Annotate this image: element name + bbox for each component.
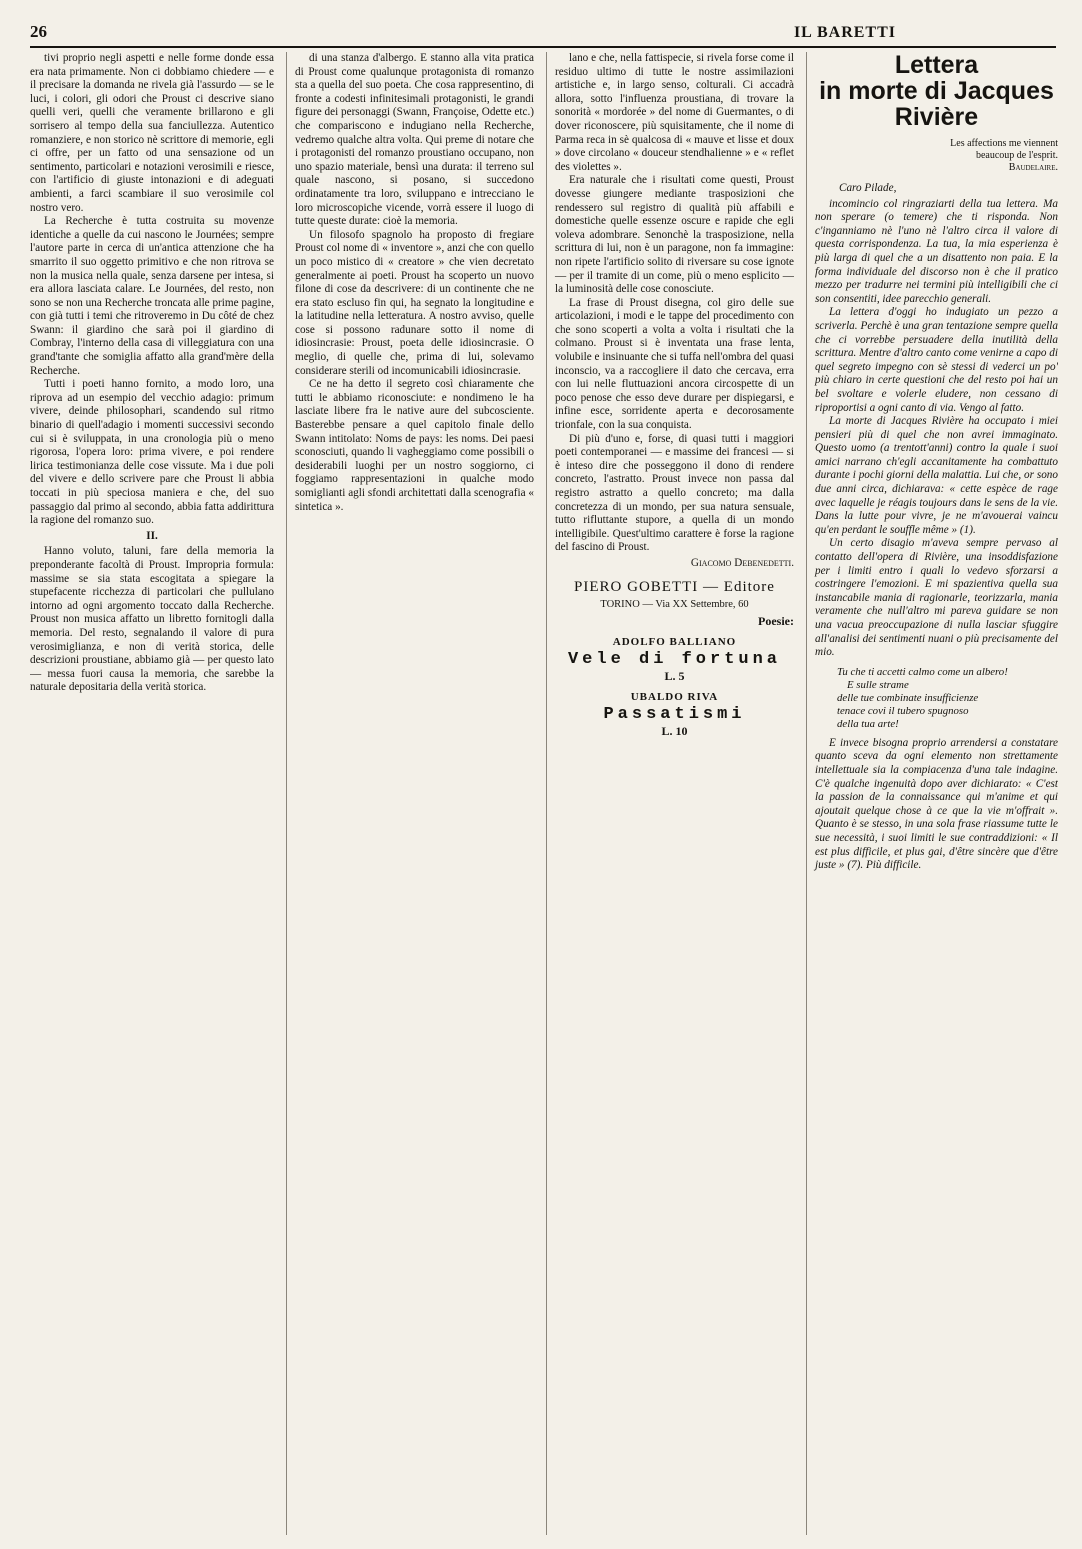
publisher-address: TORINO — Via XX Settembre, 60 (600, 598, 749, 610)
publisher-name: PIERO GOBETTI — Editore (574, 578, 775, 595)
page-header (30, 22, 1056, 48)
paragraph: La lettera d'oggi ho indugiato un pezzo a scriverla. Perchè è una gran tentazione sempre quella che ci vorrebbe persuadere della inutilità della scrittura. Mentre d'altro canto come venirne a capo di quel segreto impegno con sè stessi di vederci un po' più chiaro in certe questioni che del resto poi hai un bel svoltare e volerle eludere, non cessano di riproportisi a ogni canto di via. Vengo al fatto. (815, 306, 1058, 414)
paragraph: lano e che, nella fattispecie, si rivela forse come il residuo ultimo di tutte le nostre assimilazioni artistiche e, in largo senso, colturali. Ci accadrà allora, sotto l'influenza proustiana, di trovare la sonorità « mordorée » del nome di Guermantes, o di dover riconoscere, più squisitamente, che il nome di Parma reca in sè qualcosa di « mauve et lisse et doux » dove circolano « douceur stendhalienne » e « reflet des violettes ». (555, 52, 794, 173)
paragraph: E invece bisogna proprio arrendersi a constatare quanto sceva da ogni elemento non strettamente intellettuale sia la compiacenza d'una tale indagine. C'è qualche ingenuità dopo aver dichiarato: « C'est la passion de la connaissance qui m'anime et qui ajoutait quelque chose à ce que la vie m'offrait ». Quanto è se stesso, in una sola frase riassume tutte le sue necessità, i suoi limiti le sue contraddizioni: « Il est plus difficile, et plus gai, d'être sincère que d'être juste » (7). Più difficile. (815, 736, 1058, 872)
verse-line: delle tue combinate insufficienze (837, 691, 979, 704)
paragraph: Un certo disagio m'aveva sempre pervaso al contatto dell'opera di Rivière, una insoddisfazione per i limiti entro i quali lo vedevo sforzarsi a costringere l'emozioni. E mi spazientiva quella sua instancabile mania di ragionarle, teorizzarla, mania veramente che null'altro mi pareva guidare se non una vacua preoccupazione di nulla lasciar sfuggire all'analisi dei sentimenti nuani o più precisamente del mio. (815, 537, 1058, 659)
column-2 (286, 52, 534, 1535)
section-number: II. (146, 529, 158, 542)
book-title: Vele di fortuna (567, 649, 782, 669)
paragraph: La Recherche è tutta costruita su movenze identiche a quelle da cui nascono le Journées; sempre l'autore parte in cerca di un'antica attenzione che ha smarrito il suo oggetto primitivo e che non ritrova se non la musica nella quale, senza darsene per intesa, si era allora lasciata calare. Le Journées, del resto, non sono se non una Recherche troncata alle prime pagine, con già tutti i temi che ritroveremo in Du côté de chez Swann: il giardino che sarà poi il giardino di Combray, l'interno della casa di villeggiatura con una grand'tante che somiglia affatto alla grand'mère della Recherche. (30, 215, 274, 377)
article-columns (30, 52, 1056, 1535)
epigraph-author: Baudelaire. (1008, 162, 1058, 173)
paragraph: Di più d'uno e, forse, di quasi tutti i maggiori poeti contemporanei — e massime dei francesi — si è inteso dire che posseggono il dono di rendere concreto, l'astratto. Proust invece non passa dal registro astratto a quello concreto; ma dalla concretezza di un mondo, per sua natura sensuale, tutto rifluttante stupore, a quella di un mondo intelligibile. Quest'ultimo carattere è forse la ragione del fascino di Proust. (555, 432, 794, 554)
paragraph: Hanno voluto, taluni, fare della memoria la preponderante facoltà di Proust. Impropria formula: massime se sia stata escogitata a spiegare la stupefacente ricchezza di particolari che pullulano intorno ad ogni argomento toccato dalla Recherche. Proust non musica affatto un libretto fornitogli dalla memoria. Del resto, segnalando il valore di pura verosimiglianza, e non di verità storica, delle descrizioni proustiane, abbiamo già — per questo lato — messa fuori causa la memoria, che sarebbe la naturale depositaria della verità storica. (30, 545, 274, 694)
paragraph: La frase di Proust disegna, col giro delle sue articolazioni, i modi e le tappe del procedimento con che sono scoperti a volta a volta i risultati che la colmano. Proust si è inventata una frase lenta, volubile e insinuante che si tuffa nell'ombra del quasi inconscio, va a raccogliere il dato che cercava, erra con lui nelle fluttuazioni ancora circospette di un poco penose che esso deve durare per dispiegarsi, e infine esce, sorridente aperta e decorosamente trionfale, con la sua conquista. (555, 296, 794, 432)
author-signature: Giacomo Debenedetti. (690, 556, 794, 569)
verse-quote (837, 666, 1058, 731)
book-author: ADOLFO BALLIANO (612, 635, 737, 648)
paragraph: di una stanza d'albergo. E stanno alla vita pratica di Proust come qualunque protagonista di romanzo sta a quella del suo poeta. Che cosa rappresentino, di fronte a codesti infinitesimali protagonisti, le grandi figure dei personaggi (Swann, Françoise, Odette etc.) che compariscono e indugiano nella Recherche, vedremo qualche altra volta. Qui preme di notare che i protagonisti del romanzo proustiano occupano, non uno spazio materiale, bensì una durata: il terreno sul quale nascono, si posano, si succedono ordinatamente tra loro, sviluppano e intrecciano le loro microscopiche vicende, vorrà essere il luogo di tutte queste durate: cioè la memoria. (295, 52, 534, 228)
epigraph-line: Les affections me viennent (950, 138, 1058, 149)
page-number: 26 (30, 22, 47, 41)
publisher-advert (555, 579, 794, 740)
epigraph (815, 138, 1058, 174)
book-price: L. 10 (661, 723, 688, 738)
paragraph: La morte di Jacques Rivière ha occupato i miei pensieri più di quel che non avrei immaginato. Questo uomo (a trentott'anni) contro la quale i suoi amici narrano ch'egli accanitamente ha combattuto durante i pochi giorni della malattia. Lui che, or sono due anni circa, dichiarava: « cette espèce de rage avec laquelle je réagis toujours dans le sens de la vie. Dans la lutte pour vivre, je ne m'avouerai vaincu qu'en perdant le souffle même » (1). (815, 415, 1058, 536)
advert-section-label: Poesie: (758, 613, 794, 628)
paragraph: tivi proprio negli aspetti e nelle forme donde essa era nata primamente. Non ci dobbiamo chiedere — e il precisare la domanda ne rivela già l'assurdo — se le luci, i colori, gli odori che Proust ci descrive siano quelli veri, quelli che veramente brillarono e gli sorrisero al tempo della sua fanciullezza. Autentico romanziere, e non storico nè scrittore di memorie, egli ci offre, per un fatto od una sensazione od un sentimento, particolari e notazioni verosimili e riesce, con l'artificio di giuste intonazioni e di adeguati ambienti, a farci scambiare il suo verosimile col nostro vero. (30, 52, 274, 214)
lettera-title-line: in morte di Jacques Rivière (819, 77, 1054, 131)
book-author: UBALDO RIVA (630, 690, 719, 703)
paragraph: incomincio col ringraziarti della tua lettera. Ma non sperare (o temere) che ti risponda. Non c'inganniamo nè l'uno nè l'altro circa il valore di questa corrispondenza. La tua, la mia esperienza è più larga di quel che a un disattento non paia. E la forma individuale del discorso non è che il pratico mezzo per tradurre nei termini più intelligibili che ci son consentiti, idee parecchio generali. (815, 197, 1058, 305)
paragraph: Un filosofo spagnolo ha proposto di fregiare Proust col nome di « inventore », anzi che con quello un poco mistico di « creatore » che vien decretato generalmente ai poeti. Proust ha scoperto un nuovo filone di cose da descrivere: di un continente che ne era stato escluso fin qui, ha segnato la longitudine e la latitudine nella letteratura. A nostro avviso, quelle cose si possono radunare sotto il nome di idiosincrasie: Proust, poeta delle idiosincrasie. O meglio, di quelle che, prima di lui, solevamo considerare sterili od incomunicabili idiosincrasie. (295, 228, 534, 377)
epigraph-line: beaucoup de l'esprit. (975, 150, 1058, 161)
verse-line: Tu che ti accetti calmo come un albero! (837, 665, 1008, 678)
lettera-title (815, 52, 1058, 130)
book-title: Passatismi (603, 704, 746, 724)
verse-line: E sulle strame (847, 678, 909, 691)
verse-line: della tua arte! (837, 717, 899, 730)
salutation: Caro Pilade, (839, 182, 897, 194)
column-4-lettera (806, 52, 1058, 1535)
masthead: IL BARETTI (793, 24, 896, 41)
paragraph: Tutti i poeti hanno fornito, a modo loro, una riprova ad un esempio del vecchio adagio: primum vivere, deinde philosophari, scandendo sul ritmo binario di quell'adagio i momenti successivi secondo cui si è sviluppata, in una cronologia più o meno rigorosa, l'opera loro: prima vivere, e poi rendere lirica testimonianza delle cose vissute. Ma i due poli del vivere e dello scrivere pare che Proust li abbia toccati in più speciosa maniera e che, del suo passaggio dal primo al secondo, abbia fatta addirittura la ragione del romanzo suo. (30, 378, 274, 527)
verse-line: tenace covi il tubero spugnoso (837, 704, 969, 717)
paragraph: Ce ne ha detto il segreto così chiaramente che tutti le abbiamo riconosciute: e nondimeno le ha lasciate libere fra le native aure del subcosciente. Basterebbe pensare a quel capitolo finale dello Swann intitolato: Noms de pays: les noms. Dei paesi sconosciuti, quando li vagheggiamo come possibili o desiderabili luoghi per un nostro soggiorno, ci foggiamo rappresentazioni in qualche modo somiglianti agli sfondi architettati dalla scenografia « sintetica ». (295, 378, 534, 513)
column-3 (546, 52, 794, 1535)
book-price: L. 5 (664, 668, 685, 683)
column-1 (30, 52, 274, 1535)
paragraph: Era naturale che i risultati come questi, Proust dovesse giungere mediante trasposizioni che rendessero sul registro di qualità più affabili e domestiche quelle essenze oscure e rapide che egli voleva adombrare. Senonchè la trasposizione, nella scrittura di lui, non è un paragone, non fa immagine: non ripete l'artificio solito di riversare su cose ignote — per il tramite di un come, più o meno esplicito — la luminosità delle cose conosciute. (555, 174, 794, 296)
lettera-title-line: Lettera (894, 52, 979, 79)
